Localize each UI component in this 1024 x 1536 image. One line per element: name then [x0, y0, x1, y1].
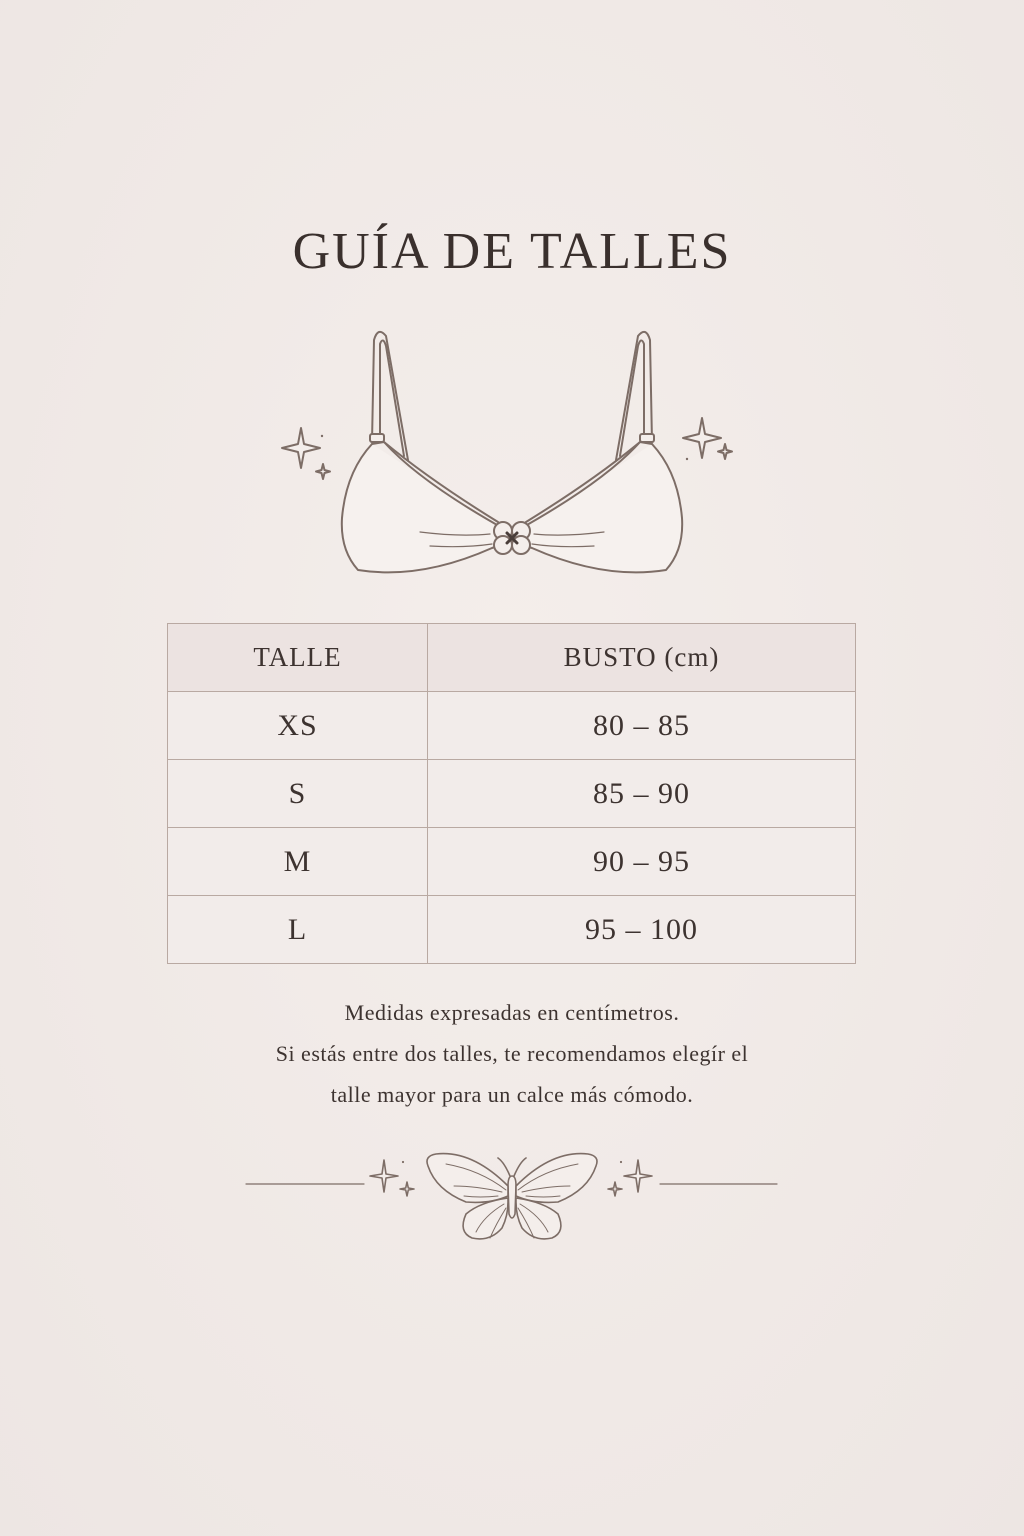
sparkle-icon [683, 418, 732, 460]
bust-cell: 85 – 90 [428, 760, 856, 828]
bra-icon [280, 322, 744, 590]
table-row [168, 692, 856, 760]
column-header-bust: BUSTO (cm) [428, 624, 856, 692]
note-line: Medidas expresadas en centímetros. [344, 1000, 680, 1025]
table-row [168, 896, 856, 964]
size-cell: XS [168, 692, 428, 760]
bust-cell: 95 – 100 [428, 896, 856, 964]
sparkle-icon [370, 1160, 414, 1196]
bust-cell: 90 – 95 [428, 828, 856, 896]
size-cell: M [168, 828, 428, 896]
size-cell: S [168, 760, 428, 828]
table-header-row [168, 624, 856, 692]
table-row [168, 828, 856, 896]
size-cell: L [168, 896, 428, 964]
sparkle-icon [282, 428, 330, 479]
column-header-size: TALLE [168, 624, 428, 692]
table-row [168, 760, 856, 828]
butterfly-icon [427, 1154, 597, 1239]
size-table [167, 623, 856, 964]
sparkle-icon [608, 1160, 652, 1196]
note-line: talle mayor para un calce más cómodo. [330, 1082, 694, 1107]
butterfly-ornament [240, 1142, 784, 1246]
bust-cell: 80 – 85 [428, 692, 856, 760]
page-title: GUÍA DE TALLES [292, 223, 732, 280]
size-notes [0, 992, 1024, 1115]
note-line: Si estás entre dos talles, te recomendamos elegír el [275, 1041, 749, 1066]
